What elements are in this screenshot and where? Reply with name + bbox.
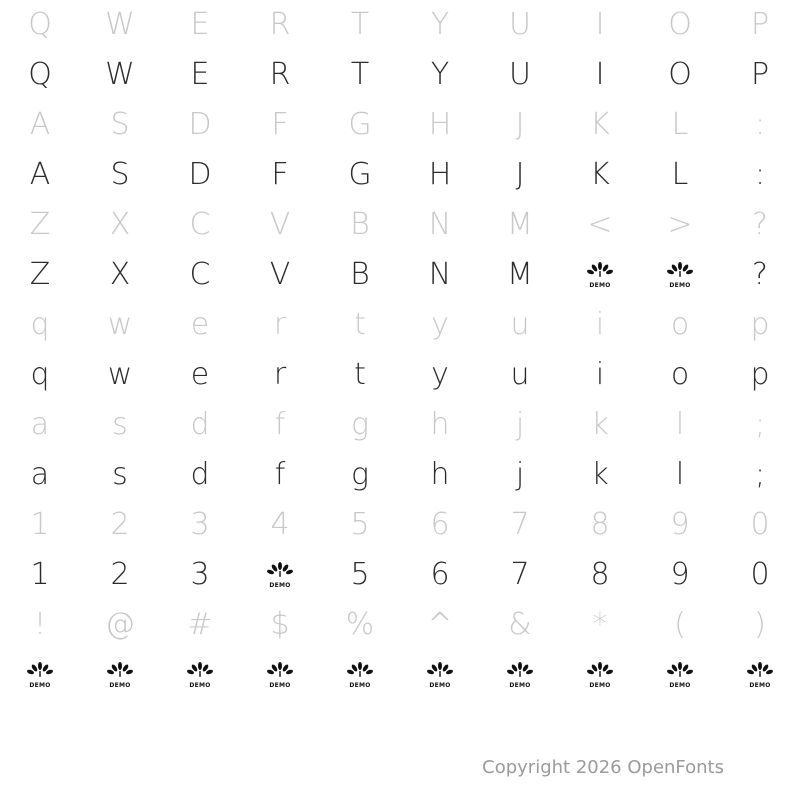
glyph-cell: ; xyxy=(754,457,766,492)
glyph-cell: % xyxy=(345,607,375,642)
glyph-cell: 0 xyxy=(750,507,770,542)
glyph-cell: e xyxy=(190,307,210,342)
glyph-cell: # xyxy=(187,607,213,642)
glyph-cell: @ xyxy=(105,607,135,642)
glyph-cell: 0 xyxy=(750,557,770,592)
glyph-cell: : xyxy=(754,157,766,192)
glyph-cell: Y xyxy=(430,7,450,42)
demo-watermark-icon xyxy=(560,250,640,300)
glyph-cell: t xyxy=(354,307,366,342)
glyph-cell: f xyxy=(274,407,286,442)
glyph-cell: A xyxy=(29,157,51,192)
glyph-cell: V xyxy=(269,207,291,242)
demo-watermark-icon xyxy=(400,650,480,700)
glyph-cell: u xyxy=(510,357,530,392)
glyph-cell: Q xyxy=(28,7,52,42)
glyph-cell: w xyxy=(107,307,133,342)
glyph-cell: h xyxy=(430,457,450,492)
glyph-cell: R xyxy=(269,57,291,92)
glyph-cell: 6 xyxy=(430,507,450,542)
glyph-cell: d xyxy=(190,457,210,492)
glyph-cell: k xyxy=(591,457,609,492)
glyph-cell: g xyxy=(350,407,369,442)
demo-watermark-glyph xyxy=(107,662,133,688)
glyph-cell: 9 xyxy=(670,507,690,542)
demo-watermark-glyph xyxy=(427,662,453,688)
glyph-cell: G xyxy=(348,157,372,192)
demo-watermark-icon xyxy=(480,650,560,700)
demo-watermark-icon xyxy=(640,650,720,700)
demo-watermark-glyph xyxy=(267,562,293,588)
glyph-cell: d xyxy=(190,407,210,442)
glyph-cell: F xyxy=(271,107,289,142)
glyph-cell: F xyxy=(271,157,289,192)
glyph-cell: a xyxy=(30,457,50,492)
demo-watermark-glyph xyxy=(587,262,613,288)
glyph-cell: ) xyxy=(754,607,766,642)
glyph-cell: V xyxy=(269,257,291,292)
glyph-cell: 5 xyxy=(350,557,370,592)
glyph-cell: O xyxy=(668,57,692,92)
glyph-cell: N xyxy=(428,207,452,242)
demo-watermark-glyph xyxy=(747,662,773,688)
glyph-cell: $ xyxy=(270,607,290,642)
glyph-cell: A xyxy=(29,107,51,142)
glyph-cell: ; xyxy=(754,407,766,442)
glyph-cell: k xyxy=(591,407,609,442)
glyph-cell: 4 xyxy=(270,507,290,542)
glyph-cell: u xyxy=(510,307,530,342)
glyph-cell: D xyxy=(188,157,212,192)
glyph-cell: R xyxy=(269,7,291,42)
glyph-cell: 3 xyxy=(190,557,210,592)
glyph-cell: T xyxy=(350,7,370,42)
glyph-cell: P xyxy=(750,57,770,92)
glyph-cell: 9 xyxy=(670,557,690,592)
glyph-cell: K xyxy=(590,107,610,142)
glyph-cell: y xyxy=(431,307,449,342)
glyph-cell: E xyxy=(190,57,210,92)
glyph-cell: W xyxy=(105,57,135,92)
glyph-cell: h xyxy=(430,407,450,442)
demo-watermark-label: DEMO xyxy=(509,682,531,689)
demo-watermark-glyph xyxy=(667,662,693,688)
glyph-cell: i xyxy=(595,357,605,392)
glyph-cell: P xyxy=(750,7,770,42)
glyph-cell: 6 xyxy=(430,557,450,592)
glyph-cell: l xyxy=(675,407,685,442)
glyph-cell: s xyxy=(112,407,128,442)
glyph-cell: E xyxy=(190,7,210,42)
glyph-cell: S xyxy=(110,157,130,192)
demo-watermark-glyph xyxy=(507,662,533,688)
demo-watermark-label: DEMO xyxy=(589,282,611,289)
demo-watermark-label: DEMO xyxy=(429,682,451,689)
demo-watermark-label: DEMO xyxy=(749,682,771,689)
glyph-cell: B xyxy=(350,207,370,242)
demo-watermark-label: DEMO xyxy=(109,682,131,689)
glyph-cell: 7 xyxy=(510,557,530,592)
glyph-cell: K xyxy=(590,157,610,192)
demo-watermark-label: DEMO xyxy=(589,682,611,689)
glyph-cell: B xyxy=(350,257,370,292)
glyph-cell: S xyxy=(110,107,130,142)
glyph-cell: G xyxy=(348,107,372,142)
glyph-cell: o xyxy=(670,357,690,392)
glyph-cell: p xyxy=(750,307,770,342)
demo-watermark-icon xyxy=(240,650,320,700)
glyph-cell: I xyxy=(595,57,605,92)
glyph-cell: W xyxy=(105,7,135,42)
glyph-cell: ? xyxy=(752,257,768,292)
glyph-cell: ^ xyxy=(427,607,453,642)
glyph-cell: r xyxy=(273,357,287,392)
glyph-cell: 8 xyxy=(590,507,610,542)
glyph-cell: 2 xyxy=(110,507,130,542)
demo-watermark-label: DEMO xyxy=(29,682,51,689)
glyph-cell: r xyxy=(273,307,287,342)
glyph-cell: Z xyxy=(29,207,51,242)
glyph-cell: & xyxy=(508,607,532,642)
glyph-cell: w xyxy=(107,357,133,392)
glyph-cell: > xyxy=(667,207,693,242)
glyph-cell: H xyxy=(428,107,452,142)
glyph-cell: J xyxy=(515,107,525,142)
demo-watermark-icon xyxy=(0,650,80,700)
demo-watermark-label: DEMO xyxy=(669,682,691,689)
glyph-cell: s xyxy=(112,457,128,492)
glyph-cell: 1 xyxy=(30,507,50,542)
glyph-cell: J xyxy=(515,157,525,192)
glyph-cell: t xyxy=(354,357,366,392)
glyph-cell: g xyxy=(350,457,369,492)
glyph-cell: p xyxy=(750,357,770,392)
glyph-cell: H xyxy=(428,157,452,192)
demo-watermark-glyph xyxy=(187,662,213,688)
glyph-cell: ( xyxy=(674,607,686,642)
glyph-cell: 2 xyxy=(110,557,130,592)
glyph-cell: 1 xyxy=(30,557,50,592)
demo-watermark-label: DEMO xyxy=(349,682,371,689)
demo-watermark-icon xyxy=(80,650,160,700)
glyph-cell: U xyxy=(509,7,531,42)
glyph-cell: T xyxy=(350,57,370,92)
glyph-cell: Q xyxy=(28,57,52,92)
glyph-cell: L xyxy=(671,157,689,192)
glyph-cell: a xyxy=(30,407,50,442)
demo-watermark-glyph xyxy=(27,662,53,688)
demo-watermark-icon xyxy=(160,650,240,700)
glyph-cell: X xyxy=(109,257,131,292)
demo-watermark-icon xyxy=(240,550,320,600)
glyph-cell: 5 xyxy=(350,507,370,542)
glyph-cell: i xyxy=(595,307,605,342)
glyph-cell: q xyxy=(30,357,50,392)
demo-watermark-glyph xyxy=(587,662,613,688)
glyph-cell: Z xyxy=(29,257,51,292)
demo-watermark-icon xyxy=(720,650,800,700)
glyph-cell: L xyxy=(671,107,689,142)
glyph-cell: < xyxy=(587,207,613,242)
demo-watermark-glyph xyxy=(667,262,693,288)
demo-watermark-label: DEMO xyxy=(669,282,691,289)
glyph-cell: ! xyxy=(33,607,47,642)
glyph-cell: N xyxy=(428,257,452,292)
glyph-cell: C xyxy=(189,207,211,242)
demo-watermark-label: DEMO xyxy=(269,682,291,689)
demo-watermark-icon xyxy=(640,250,720,300)
glyph-cell: l xyxy=(675,457,685,492)
glyph-cell: f xyxy=(274,457,286,492)
glyph-cell: y xyxy=(431,357,449,392)
glyph-cell: o xyxy=(670,307,690,342)
demo-watermark-icon xyxy=(320,650,400,700)
glyph-cell: e xyxy=(190,357,210,392)
glyph-cell: j xyxy=(515,457,525,492)
glyph-cell: M xyxy=(507,207,533,242)
glyph-cell: Y xyxy=(430,57,450,92)
glyph-cell: q xyxy=(30,307,50,342)
glyph-cell: j xyxy=(515,407,525,442)
glyph-cell: D xyxy=(188,107,212,142)
glyph-cell: C xyxy=(189,257,211,292)
glyph-cell: : xyxy=(754,107,766,142)
copyright-footer: Copyright 2026 OpenFonts xyxy=(482,757,724,778)
glyph-cell: U xyxy=(509,57,531,92)
glyph-cell: O xyxy=(668,7,692,42)
demo-watermark-label: DEMO xyxy=(189,682,211,689)
glyph-cell: I xyxy=(595,7,605,42)
glyph-cell: ? xyxy=(752,207,768,242)
demo-watermark-label: DEMO xyxy=(269,582,291,589)
glyph-cell: 8 xyxy=(590,557,610,592)
glyph-cell: M xyxy=(507,257,533,292)
demo-watermark-glyph xyxy=(267,662,293,688)
glyph-cell: * xyxy=(592,607,608,642)
demo-watermark-glyph xyxy=(347,662,373,688)
glyph-cell: X xyxy=(109,207,131,242)
glyph-cell: 7 xyxy=(510,507,530,542)
glyph-cell: 3 xyxy=(190,507,210,542)
demo-watermark-icon xyxy=(560,650,640,700)
